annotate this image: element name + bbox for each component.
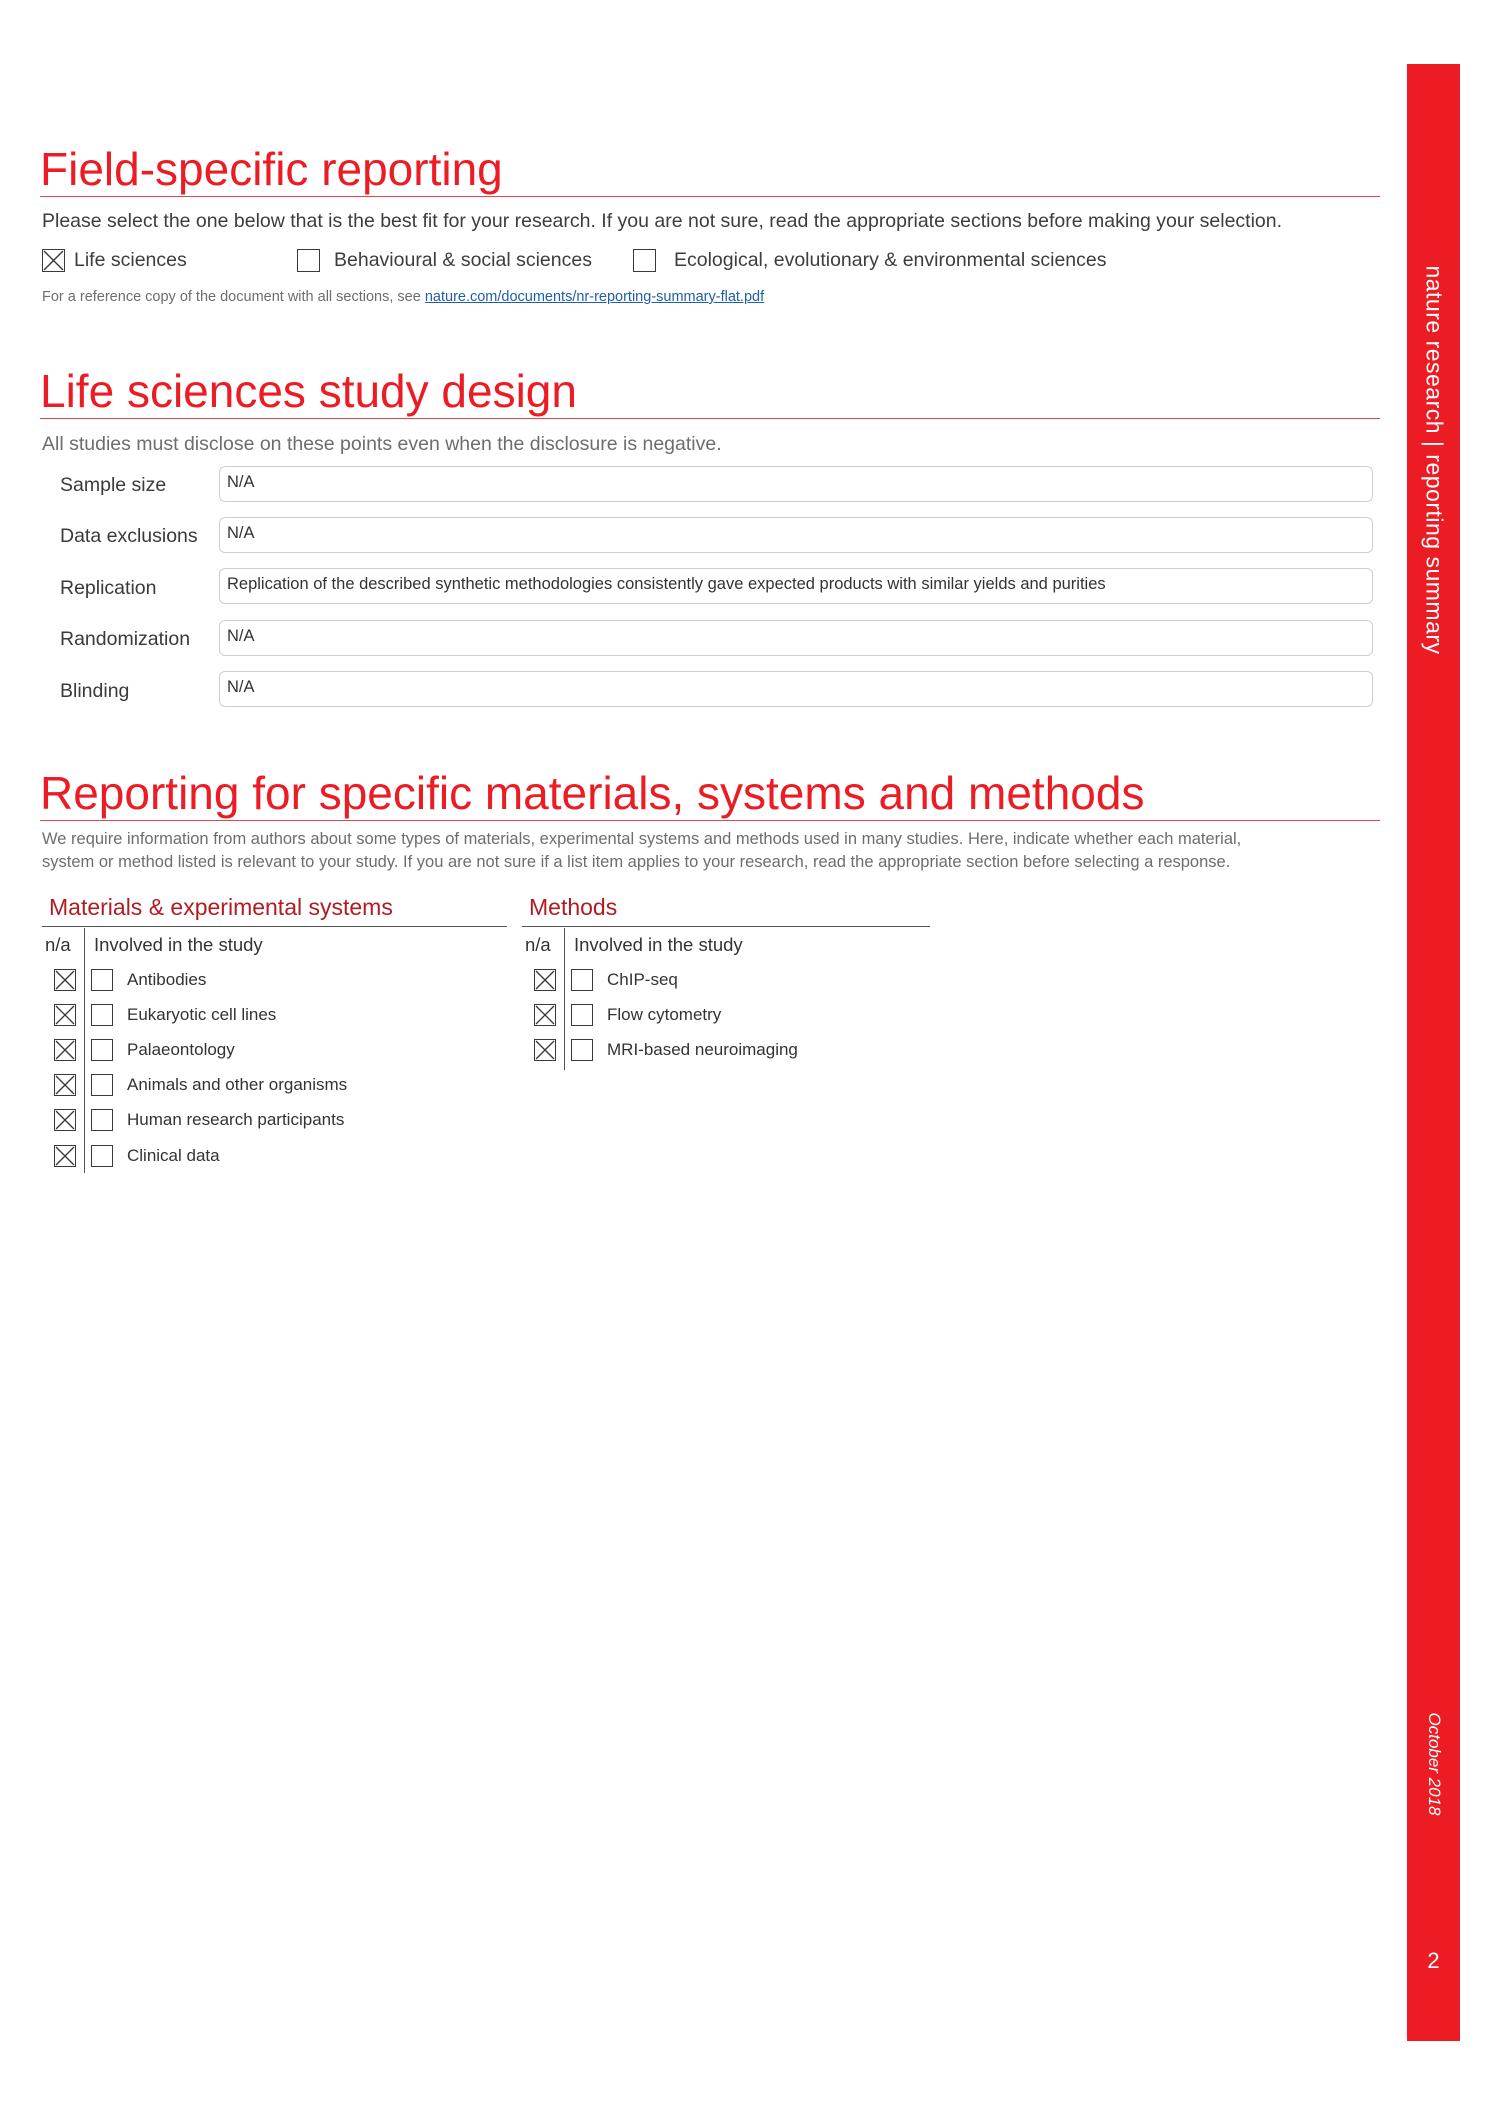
field-specific-intro: Please select the one below that is the best fit for your research. If you are not sure, read the appropriate sections before making your selection. [42,210,1283,232]
antibodies-label: Antibodies [127,970,207,989]
chip-seq-na-checkbox[interactable] [534,969,556,991]
data-exclusions-field[interactable]: N/A [219,517,1373,553]
methods-heading: Methods [529,894,618,920]
checked-x-icon [535,970,557,992]
checked-x-icon [55,1005,77,1027]
checked-x-icon [535,1005,557,1027]
flow-cytometry-label: Flow cytometry [607,1005,722,1024]
ecological-sciences-checkbox[interactable] [633,249,656,272]
flow-cytometry-na-checkbox[interactable] [534,1004,556,1026]
palaeontology-involved-checkbox[interactable] [91,1039,113,1061]
field-specific-title: Field-specific reporting [40,143,503,195]
randomization-field[interactable]: N/A [219,620,1373,656]
sidebar [1407,64,1460,2041]
mri-label: MRI-based neuroimaging [607,1040,798,1059]
clinical-data-label: Clinical data [127,1146,220,1165]
mri-involved-checkbox[interactable] [571,1039,593,1061]
sample-size-label: Sample size [60,474,167,496]
page-number: 2 [1427,1948,1440,1973]
materials-heading-rule [42,926,507,927]
title-rule [40,820,1380,821]
reference-link[interactable]: nature.com/documents/nr-reporting-summary-flat.pdf [424,289,765,305]
checked-x-icon [43,250,66,273]
behavioural-sciences-checkbox[interactable] [297,249,320,272]
palaeontology-label: Palaeontology [127,1040,235,1059]
animals-label: Animals and other organisms [127,1075,348,1094]
materials-na-header: n/a [45,934,71,955]
ecological-sciences-label: Ecological, evolutionary & environmental sciences [674,249,1107,271]
materials-systems-heading: Materials & experimental systems [49,894,393,920]
clinical-data-na-checkbox[interactable] [54,1145,76,1167]
chip-seq-label: ChIP-seq [607,970,678,989]
reference-prefix: For a reference copy of the document with all sections, see [42,289,425,305]
cell-lines-label: Eukaryotic cell lines [127,1005,277,1024]
checked-x-icon [55,1146,77,1168]
checked-x-icon [55,1075,77,1097]
methods-involved-header: Involved in the study [574,934,743,955]
replication-label: Replication [60,577,157,599]
reference-note [42,289,764,305]
antibodies-involved-checkbox[interactable] [91,969,113,991]
study-design-title: Life sciences study design [40,365,577,417]
sample-size-field[interactable]: N/A [219,466,1373,502]
human-participants-na-checkbox[interactable] [54,1109,76,1131]
blinding-field[interactable]: N/A [219,671,1373,707]
chip-seq-involved-checkbox[interactable] [571,969,593,991]
cell-lines-involved-checkbox[interactable] [91,1004,113,1026]
randomization-label: Randomization [60,628,191,650]
data-exclusions-label: Data exclusions [60,525,198,547]
animals-na-checkbox[interactable] [54,1074,76,1096]
title-rule [40,196,1380,197]
behavioural-sciences-label: Behavioural & social sciences [334,249,592,271]
title-rule [40,418,1380,419]
palaeontology-na-checkbox[interactable] [54,1039,76,1061]
human-participants-label: Human research participants [127,1110,345,1129]
flow-cytometry-involved-checkbox[interactable] [571,1004,593,1026]
cell-lines-na-checkbox[interactable] [54,1004,76,1026]
materials-column-divider [84,928,85,1173]
mri-na-checkbox[interactable] [534,1039,556,1061]
methods-heading-rule [522,926,930,927]
antibodies-na-checkbox[interactable] [54,969,76,991]
sidebar-date: October 2018 [1424,1712,1444,1816]
methods-na-header: n/a [525,934,551,955]
checked-x-icon [55,970,77,992]
checked-x-icon [535,1040,557,1062]
animals-involved-checkbox[interactable] [91,1074,113,1096]
materials-title: Reporting for specific materials, systems and methods [40,767,1145,819]
life-sciences-checkbox[interactable] [42,249,65,272]
life-sciences-label: Life sciences [74,249,187,271]
checked-x-icon [55,1110,77,1132]
study-design-intro: All studies must disclose on these points even when the disclosure is negative. [42,433,722,455]
human-participants-involved-checkbox[interactable] [91,1109,113,1131]
blinding-label: Blinding [60,680,130,702]
replication-field[interactable]: Replication of the described synthetic methodologies consistently gave expected products with similar yields and purities [219,568,1373,604]
sidebar-brand: nature research | reporting summary [1421,265,1447,655]
materials-intro-line1: We require information from authors about some types of materials, experimental systems and methods used in many studies. Here, indicate whether each material, [42,830,1242,848]
methods-column-divider [564,928,565,1070]
materials-intro-line2: system or method listed is relevant to your study. If you are not sure if a list item applies to your research, read the appropriate section before selecting a response. [42,853,1231,871]
checked-x-icon [55,1040,77,1062]
materials-involved-header: Involved in the study [94,934,263,955]
clinical-data-involved-checkbox[interactable] [91,1145,113,1167]
